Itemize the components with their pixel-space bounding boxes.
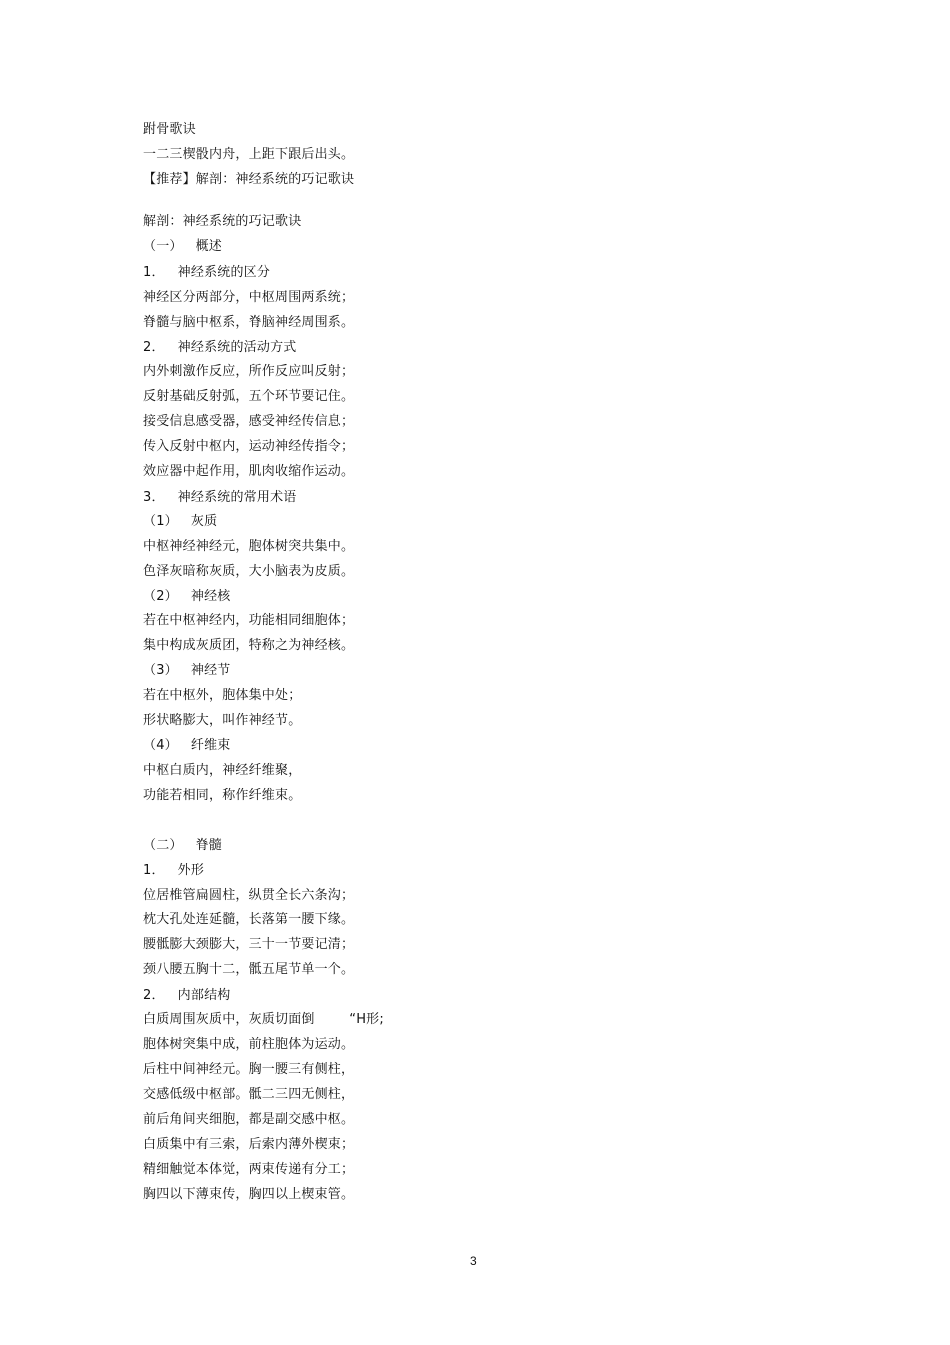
text-line: 颈八腰五胸十二，骶五尾节单一个。 [143, 962, 355, 977]
text-line: （4） 纤维束 [143, 738, 231, 753]
text-line: 反射基础反射弧，五个环节要记住。 [143, 389, 355, 404]
text-line: 【推荐】解剖：神经系统的巧记歌诀 [143, 172, 355, 187]
text-line: 精细触觉本体觉，两束传递有分工； [143, 1162, 355, 1177]
text-line: 胸四以下薄束传，胸四以上楔束管。 [143, 1187, 355, 1202]
text-line: 后柱中间神经元。胸一腰三有侧柱， [143, 1062, 355, 1077]
text-line: 前后角间夹细胞，都是副交感中枢。 [143, 1112, 355, 1127]
section-title: 解剖：神经系统的巧记歌诀 [143, 214, 302, 229]
text-line: （二） 脊髓 [143, 838, 222, 853]
text-line: 2． 内部结构 [143, 988, 231, 1003]
text-line: （一） 概述 [143, 239, 222, 254]
text-line: 腰骶膨大颈膨大，三十一节要记清； [143, 937, 355, 952]
text-line: 效应器中起作用，肌肉收缩作运动。 [143, 464, 355, 479]
text-line: 1． 外形 [143, 863, 205, 878]
text-line: 内外刺激作反应，所作反应叫反射； [143, 364, 355, 379]
text-line: 交感低级中枢部。骶二三四无侧柱， [143, 1087, 355, 1102]
text-line: （1） 灰质 [143, 514, 218, 529]
text-line: 一二三楔骰内舟，上距下跟后出头。 [143, 147, 355, 162]
text-line: 3． 神经系统的常用术语 [143, 490, 297, 505]
text-line: （2） 神经核 [143, 589, 231, 604]
text-line: 接受信息感受器，感受神经传信息； [143, 414, 355, 429]
text-line: 色泽灰暗称灰质，大小脑表为皮质。 [143, 564, 355, 579]
text-line: 形状略膨大，叫作神经节。 [143, 713, 302, 728]
text-line: 中枢神经神经元，胞体树突共集中。 [143, 539, 355, 554]
text-line: 2． 神经系统的活动方式 [143, 340, 297, 355]
text-line: 集中构成灰质团，特称之为神经核。 [143, 638, 355, 653]
text-line: 白质周围灰质中，灰质切面倒 “H形; [143, 1012, 384, 1027]
text-line: 1． 神经系统的区分 [143, 265, 271, 280]
text-line: 神经区分两部分，中枢周围两系统； [143, 290, 355, 305]
text-line: 脊髓与脑中枢系，脊脑神经周围系。 [143, 315, 355, 330]
text-line: 若在中枢外，胞体集中处； [143, 688, 302, 703]
text-line: 位居椎管扁圆柱，纵贯全长六条沟； [143, 888, 355, 903]
text-line: （3） 神经节 [143, 663, 231, 678]
text-line: 跗骨歌诀 [143, 122, 196, 137]
text-line: 传入反射中枢内，运动神经传指令； [143, 439, 355, 454]
text-line: 功能若相同，称作纤维束。 [143, 788, 302, 803]
page-number: 3 [470, 1254, 477, 1268]
text-line: 若在中枢神经内，功能相同细胞体； [143, 613, 355, 628]
text-line: 白质集中有三索，后索内薄外楔束； [143, 1137, 355, 1152]
text-line: 中枢白质内，神经纤维聚， [143, 763, 302, 778]
text-line: 胞体树突集中成，前柱胞体为运动。 [143, 1037, 355, 1052]
text-line: 枕大孔处连延髓，长落第一腰下缘。 [143, 912, 355, 927]
